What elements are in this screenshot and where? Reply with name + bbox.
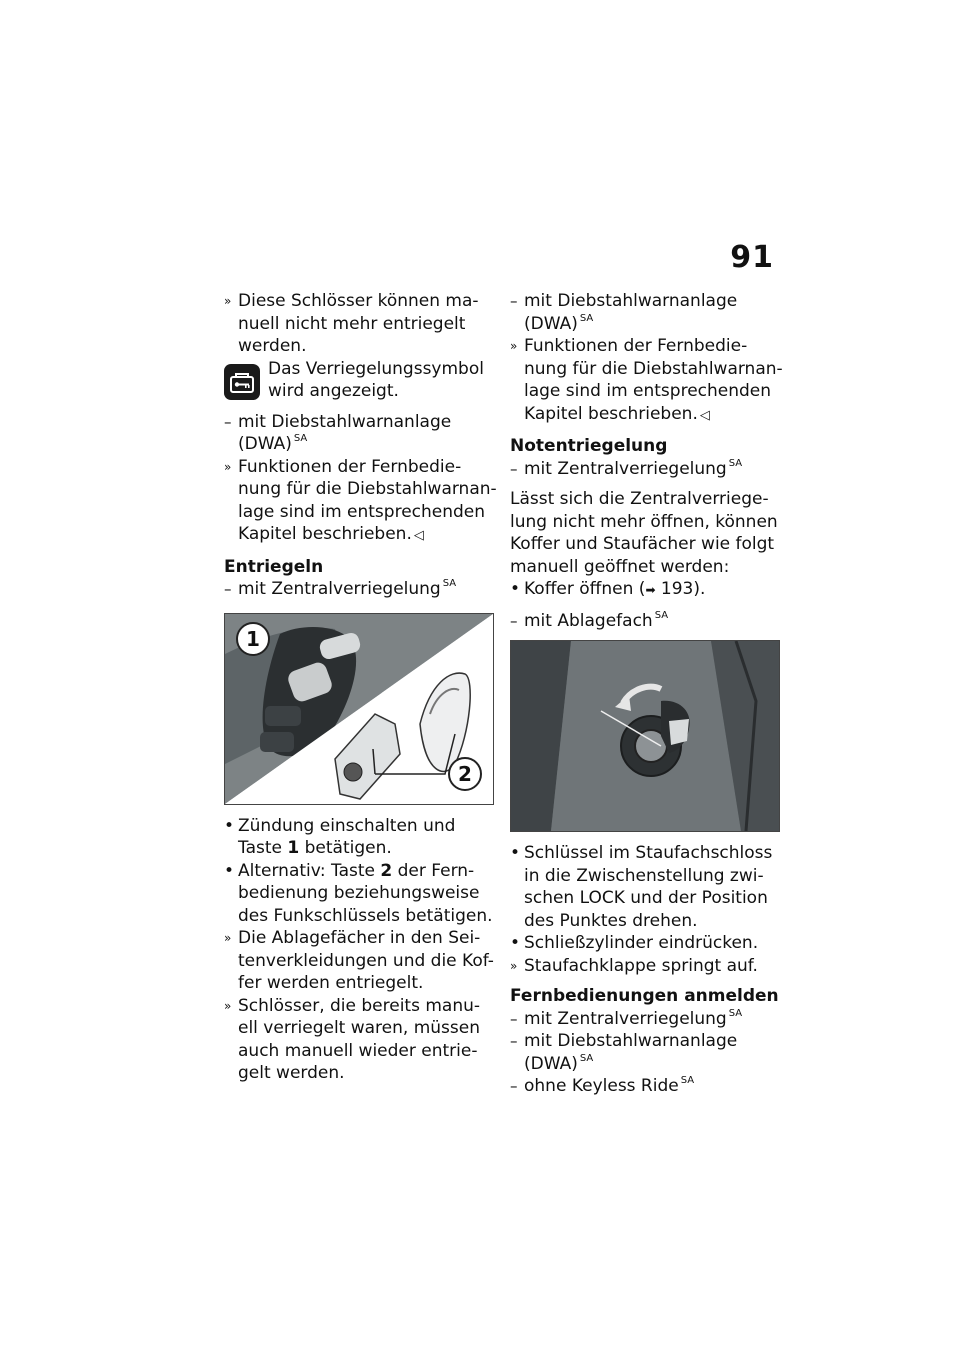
option-line: – mit Zentralverriegelung $^{SA}$: [510, 1007, 743, 1029]
option-line: – mit Diebstahlwarnanlage: [510, 291, 738, 311]
result-marker: »: [510, 958, 518, 973]
paragraph-line: manuell geöffnet werden:: [510, 556, 730, 577]
paragraph-line: lung nicht mehr öffnen, können: [510, 511, 778, 532]
result-marker: »: [224, 998, 232, 1013]
option-dash: –: [510, 611, 518, 630]
left-column: [224, 290, 497, 1085]
sa-marker: SA: [442, 578, 457, 589]
option-line: – mit Diebstahlwarnanlage: [510, 1031, 738, 1051]
page-reference-arrow-icon: ➡: [645, 583, 656, 597]
result-line: » Diese Schlösser können ma-: [224, 291, 479, 311]
symbol-text-line: Das Verriegelungssymbol: [268, 358, 484, 379]
option-dash: –: [510, 1009, 518, 1028]
paragraph-line: Lässt sich die Zentralverriege-: [510, 489, 769, 509]
result-line: » Funktionen der Fernbedie-: [224, 456, 462, 477]
figure-storage-lock: [510, 640, 780, 832]
result-line: tenverkleidungen und die Kof-: [238, 950, 494, 971]
page-reference-link[interactable]: 193).: [660, 579, 706, 599]
result-line: gelt werden.: [238, 1063, 345, 1083]
step-line: Taste 1 betätigen.: [238, 838, 392, 858]
option-line: – mit Ablagefach $^{SA}$: [510, 609, 669, 631]
result-line: auch manuell wieder entrie-: [238, 1040, 478, 1061]
result-line: » Schlösser, die bereits manu-: [224, 995, 481, 1016]
page-number: 91: [730, 240, 774, 275]
result-marker: »: [224, 294, 232, 308]
sa-marker: SA: [579, 1052, 594, 1064]
step-line: des Funkschlüssels betätigen.: [238, 905, 493, 926]
sa-marker: SA: [728, 1007, 743, 1019]
result-line: nung für die Diebstahlwarnan-: [238, 479, 497, 499]
option-dash: –: [510, 459, 518, 478]
sa-marker: SA: [579, 312, 594, 324]
option-dash: –: [510, 292, 518, 310]
result-line: » Staufachklappe springt auf.: [510, 955, 758, 976]
result-line: nung für die Diebstahlwarnan-: [524, 358, 783, 379]
step-line: • Schlüssel im Staufachschloss: [510, 843, 773, 863]
result-line: Kapitel beschrieben. ◁: [524, 403, 710, 424]
figure-label-1: 1: [246, 626, 260, 651]
step-bullet: •: [510, 933, 521, 953]
step-line: des Punktes drehen.: [524, 910, 698, 931]
option-dash: –: [510, 1032, 518, 1050]
option-dash: –: [224, 412, 232, 431]
result-marker: »: [224, 931, 232, 945]
sa-marker: SA: [293, 433, 308, 444]
result-line: ell verriegelt waren, müssen: [238, 1018, 480, 1038]
sa-marker: SA: [654, 609, 669, 621]
option-line: – mit Zentralverriegelung $^{SA}$: [510, 457, 743, 479]
paragraph-line: Koffer und Staufächer wie folgt: [510, 534, 775, 554]
result-line: Kapitel beschrieben. ◁: [238, 524, 424, 544]
heading-fernbedienungen-anmelden: Fernbedienungen anmelden: [510, 986, 779, 1006]
step-line: • Koffer öffnen (➡ 193).: [510, 579, 706, 599]
result-line: lage sind im entsprechenden: [524, 381, 772, 401]
result-marker: »: [224, 459, 232, 474]
figure-label-2: 2: [458, 761, 472, 786]
step-line: • Schließzylinder eindrücken.: [510, 933, 759, 953]
step-line: bedienung beziehungsweise: [238, 883, 480, 903]
heading-notentriegelung: Notentriegelung: [510, 436, 668, 456]
figure-remote-control: [224, 613, 494, 805]
heading-entriegeln: Entriegeln: [224, 556, 324, 577]
result-marker: »: [510, 339, 518, 353]
lock-symbol-row: [224, 358, 492, 403]
result-line: » Die Ablagefächer in den Sei-: [224, 928, 481, 948]
result-line: lage sind im entsprechenden: [238, 501, 486, 522]
option-line: – mit Diebstahlwarnanlage: [224, 411, 452, 432]
option-dash: –: [224, 580, 232, 598]
result-line: nuell nicht mehr entriegelt: [238, 313, 466, 334]
step-bullet: •: [224, 860, 235, 881]
right-column: [510, 290, 782, 1098]
result-line: werden.: [238, 336, 307, 356]
result-line: » Funktionen der Fernbedie-: [510, 336, 748, 356]
end-marker: ◁: [699, 407, 710, 423]
sa-marker: SA: [680, 1075, 695, 1086]
option-line: (DWA) $^{SA}$: [238, 433, 308, 454]
step-line: schen LOCK und der Position: [524, 888, 768, 908]
step-bullet: •: [510, 843, 521, 863]
step-line: • Alternativ: Taste 2 der Fern-: [224, 860, 475, 881]
option-line: – ohne Keyless Ride $^{SA}$: [510, 1075, 695, 1096]
option-line: – mit Zentralverriegelung $^{SA}$: [224, 578, 457, 599]
step-line: in die Zwischenstellung zwi-: [524, 865, 764, 886]
option-line: (DWA) $^{SA}$: [524, 1052, 594, 1074]
step-line: • Zündung einschalten und: [224, 815, 456, 836]
symbol-text-line: wird angezeigt.: [268, 381, 399, 401]
lock-symbol-icon: [224, 364, 260, 400]
option-dash: –: [510, 1077, 518, 1095]
step-bullet: •: [510, 579, 521, 599]
end-marker: ◁: [413, 528, 424, 543]
step-bullet: •: [224, 815, 235, 836]
option-line: (DWA) $^{SA}$: [524, 312, 594, 334]
result-line: fer werden entriegelt.: [238, 973, 424, 993]
sa-marker: SA: [728, 457, 743, 469]
